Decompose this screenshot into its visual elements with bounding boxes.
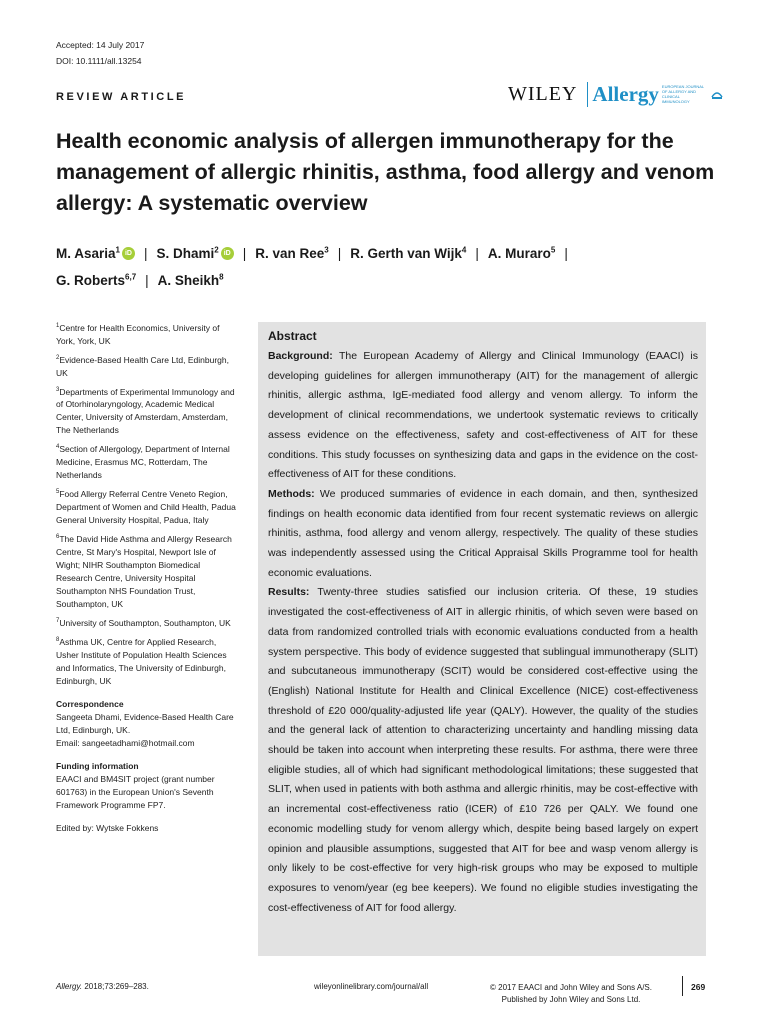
background-label: Background: <box>268 350 333 362</box>
results-text: Twenty-three studies satisfied our inclusion criteria. Of these, 19 studies investigated the cost-effectiveness of AIT in allergic rhinitis, of which seven were based on data from randomized controlled trials with economic evaluations conducted from a health system perspective. This body of evidence suggested that sublingual immunotherapy (SLIT) and subcutaneous immunotherapy (SCIT) would be considered cost-effective using the (English) National Institute for Health and Clinical Excellence (NICE) cost-effectiveness threshold of £20 000/quality-adjusted life year (QALY). However, the quality of the studies and the general lack of attention to characterizing uncertainty and handling missing data should be taken into account when interpreting these results. For asthma, there were three eligible studies, all of which had significant methodological limitations; these suggested that SLIT, when used in patients with both asthma and allergic rhinitis, may be cost-effective with an incremental cost-effectiveness ratio (ICER) of £10 726 per QALY. We found one economic modelling study for venom allergy which, despite being based largely on expert opinion and plausible assumptions, suggested that AIT for bee and wasp venom allergy is only likely to be cost-effective for very high-risk groups who may be exposed to multiple exposures to venom/year (eg bee keepers). We found no eligible studies investigating the cost-effectiveness of AIT for food allergy. <box>268 586 699 914</box>
affiliation-number: 6 <box>56 534 60 541</box>
footer-divider <box>682 976 683 996</box>
citation-journal: Allergy. <box>56 982 83 991</box>
footer-citation <box>56 982 149 991</box>
author-affiliation-number: 1 <box>115 245 120 254</box>
citation-details: 2018;73:269–283. <box>84 982 149 991</box>
author[interactable] <box>255 246 328 261</box>
affiliation-number: 7 <box>56 617 60 624</box>
funding-heading: Funding information <box>56 760 139 771</box>
affiliation-item <box>56 352 236 380</box>
abstract-heading: Abstract <box>268 329 317 343</box>
abstract-results <box>268 583 698 918</box>
affiliation-text: Food Allergy Referral Centre Veneto Region, Department of Women and Child Health, Padua General University Hospital, Padua, Italy <box>56 489 236 526</box>
author[interactable] <box>350 246 466 261</box>
affiliation-item <box>56 320 236 348</box>
affiliation-number: 1 <box>56 323 60 329</box>
author-name: R. Gerth van Wijk <box>350 245 462 261</box>
footer-copyright <box>490 982 652 1006</box>
correspondence-email[interactable]: Email: sangeetadhami@hotmail.com <box>56 737 195 748</box>
author-line-1 <box>56 245 577 261</box>
methods-text: We produced summaries of evidence in each domain, and then, synthesized findings on health economic data identified from four recent systematic reviews on allergic rhinitis, asthma, food allergy and venom allergy, respectively. The quality of these studies was independently assessed using the Critical Appraisal Skills Programme tool for health economic evaluations. <box>268 487 698 579</box>
orcid-icon[interactable]: iD <box>122 247 135 260</box>
affiliation-number: 3 <box>56 386 60 393</box>
author-separator: | <box>564 245 568 261</box>
correspondence-heading: Correspondence <box>56 698 124 709</box>
author-name: A. Muraro <box>487 245 551 261</box>
affiliation-text: Departments of Experimental Immunology and of Otorhinolaryngology, Academic Medical Center, University of Amsterdam, Amsterdam, The Netherlands <box>56 386 235 436</box>
author[interactable] <box>56 246 135 261</box>
author-affiliation-number: 2 <box>214 245 219 254</box>
author-affiliation-number: 6,7 <box>125 272 137 281</box>
affiliation-text: The David Hide Asthma and Allergy Research Centre, St Mary's Hospital, Newport Isle of Wight; NIHR Southampton Biomedical Research Centre, University Hospital Southampton NHS Foundation Trust, Southampton, UK <box>56 533 232 609</box>
footer-url[interactable]: wileyonlinelibrary.com/journal/all <box>314 982 429 991</box>
author-separator: | <box>145 272 149 288</box>
affiliation-number: 4 <box>56 444 60 451</box>
affiliation-number: 8 <box>56 636 60 643</box>
affiliation-text: Asthma UK, Centre for Applied Research, Usher Institute of Population Health Sciences and Informatics, The University of Edinburgh, Edinburgh, UK <box>56 636 227 686</box>
affiliation-number: 5 <box>56 489 60 496</box>
edited-by: Edited by: Wytske Fokkens <box>56 822 159 833</box>
author-separator: | <box>337 245 342 261</box>
copyright-text: © 2017 EAACI and John Wiley and Sons A/S. <box>490 983 652 992</box>
author-name: M. Asaria <box>56 245 116 261</box>
methods-label: Methods: <box>268 487 315 500</box>
affiliation-item <box>56 531 236 611</box>
doi: DOI: 10.1111/all.13254 <box>56 56 142 66</box>
author[interactable] <box>56 273 136 288</box>
author-affiliation-number: 3 <box>324 245 329 254</box>
results-label: Results: <box>268 586 310 599</box>
publisher-text: Published by John Wiley and Sons Ltd. <box>501 995 641 1004</box>
page-number: 269 <box>691 982 706 992</box>
accepted-date: Accepted: 14 July 2017 <box>56 40 145 50</box>
author-separator: | <box>143 245 148 261</box>
author[interactable] <box>158 273 224 288</box>
author-separator: | <box>242 245 247 261</box>
article-title: Health economic analysis of allergen immunotherapy for the management of allergic rhinitis, asthma, food allergy and venom allergy: A systematic overview <box>56 129 715 215</box>
affiliation-text: University of Southampton, Southampton, UK <box>59 617 231 628</box>
affiliation-item <box>56 486 236 527</box>
eaaci-icon <box>710 87 724 101</box>
author-affiliation-number: 8 <box>219 272 224 281</box>
author-name: G. Roberts <box>56 272 126 288</box>
author-line-2 <box>56 272 224 288</box>
author-separator: | <box>475 245 479 261</box>
abstract-background <box>268 347 698 485</box>
affiliation-text: Evidence-Based Health Care Ltd, Edinburgh, UK <box>56 354 229 378</box>
affiliation-item <box>56 384 236 438</box>
author-name: R. van Ree <box>255 245 325 261</box>
wiley-logo: WILEY <box>508 82 578 105</box>
affiliation-list <box>56 320 236 688</box>
author-affiliation-number: 4 <box>461 245 467 254</box>
journal-tagline: EUROPEAN JOURNAL OF ALLERGY AND CLINICAL IMMUNOLOGY <box>661 84 704 104</box>
orcid-icon[interactable]: iD <box>221 247 234 260</box>
author-affiliation-number: 5 <box>550 245 556 254</box>
author-name: A. Sheikh <box>157 272 220 288</box>
author-name: S. Dhami <box>156 245 215 261</box>
author[interactable] <box>488 246 555 261</box>
correspondence-text: Sangeeta Dhami, Evidence-Based Health Care Ltd, Edinburgh, UK. <box>56 711 234 735</box>
affiliation-number: 2 <box>56 354 60 361</box>
sidebar <box>56 320 236 835</box>
abstract-methods <box>268 485 698 584</box>
allergy-logo: Allergy <box>587 82 658 107</box>
journal-logo[interactable] <box>508 79 724 109</box>
abstract-box <box>258 322 706 956</box>
affiliation-item <box>56 615 236 630</box>
funding-text: EAACI and BM4SIT project (grant number 601763) in the European Union's Seventh Framework Programme FP7. <box>56 773 215 810</box>
affiliation-item <box>56 441 236 482</box>
affiliation-text: Section of Allergology, Department of Internal Medicine, Erasmus MC, Rotterdam, The Netherlands <box>56 444 230 481</box>
affiliation-item <box>56 634 236 688</box>
affiliation-text: Centre for Health Economics, University of York, York, UK <box>56 322 220 346</box>
author[interactable] <box>157 246 234 261</box>
article-type: REVIEW ARTICLE <box>56 91 187 103</box>
background-text: The European Academy of Allergy and Clinical Immunology (EAACI) is developing guidelines for allergen immunotherapy (AIT) for the management of allergic rhinitis, allergic asthma, IgE-mediated food allergy and venom allergy. To inform the development of clinical recommendations, we undertook systematic reviews to critically assess evidence on the effectiveness, safety and cost-effectiveness of AIT for these conditions. This study focusses on synthesizing data and gaps in the evidence on the cost-effectiveness of AIT for these conditions. <box>268 350 698 481</box>
